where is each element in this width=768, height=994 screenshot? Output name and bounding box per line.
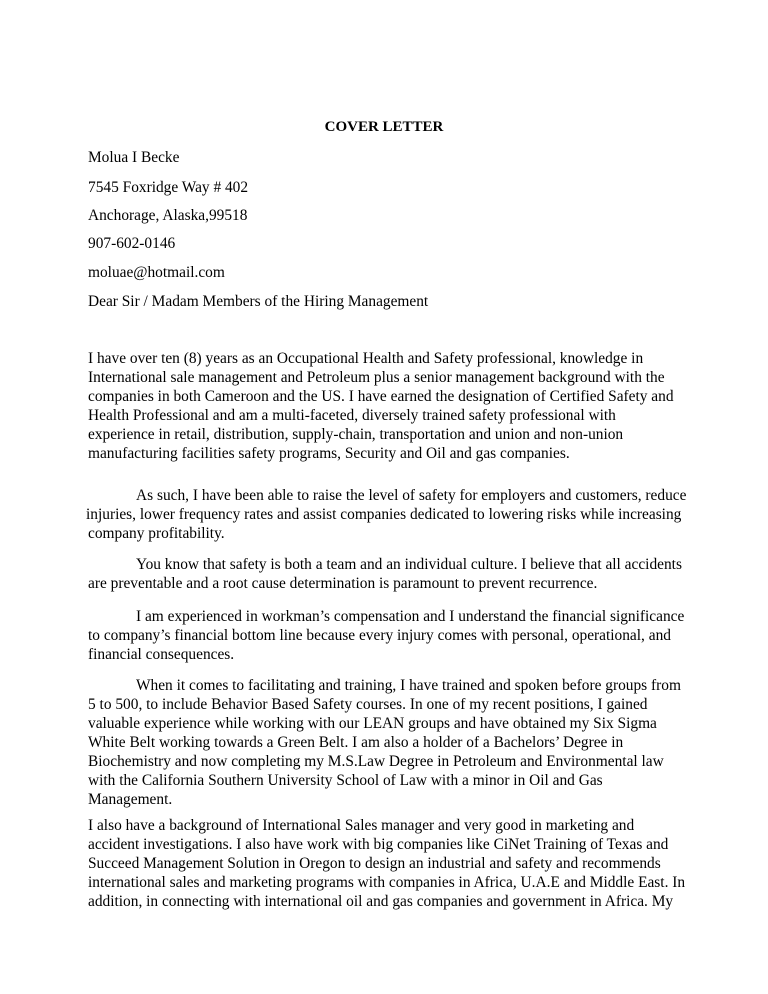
body-paragraph-1: [88, 349, 688, 463]
salutation: Dear Sir / Madam Members of the Hiring Management: [88, 293, 429, 310]
paragraph-line: International sale management and Petroleum plus a senior management background with the: [88, 369, 665, 386]
paragraph-line: companies in both Cameroon and the US. I have earned the designation of Certified Safety and: [88, 388, 674, 405]
paragraph-line: Succeed Management Solution in Oregon to design an industrial and safety and recommends: [88, 855, 661, 872]
paragraph-line: Health Professional and am a multi-faceted, diversely trained safety professional with: [88, 407, 616, 424]
body-paragraph-4: [88, 607, 688, 664]
letter-title: COVER LETTER: [324, 119, 444, 135]
paragraph-line: White Belt working towards a Green Belt. I am also a holder of a Bachelors’ Degree in: [88, 734, 624, 751]
paragraph-line: 5 to 500, to include Behavior Based Safety courses. In one of my recent positions, I gained: [88, 696, 648, 713]
sender-address: 7545 Foxridge Way # 402: [88, 179, 249, 196]
paragraph-line: Biochemistry and now completing my M.S.Law Degree in Petroleum and Environmental law: [88, 753, 664, 770]
paragraph-line: financial consequences.: [88, 646, 235, 663]
paragraph-line: injuries, lower frequency rates and assist companies dedicated to lowering risks while increasing: [86, 506, 682, 523]
paragraph-line: I am experienced in workman’s compensation and I understand the financial significance: [136, 608, 685, 625]
body-paragraph-5: [88, 676, 688, 809]
paragraph-line: with the California Southern University School of Law with a minor in Oil and Gas: [88, 772, 603, 789]
paragraph-line: valuable experience while working with our LEAN groups and have obtained my Six Sigma: [88, 715, 657, 732]
paragraph-line: I have over ten (8) years as an Occupational Health and Safety professional, knowledge in: [88, 350, 644, 367]
paragraph-line: addition, in connecting with international oil and gas companies and government in Africa. My: [88, 893, 674, 910]
sender-name: Molua I Becke: [88, 149, 180, 166]
paragraph-line: to company’s financial bottom line because every injury comes with personal, operational, and: [88, 627, 671, 644]
paragraph-line: Management.: [88, 791, 173, 808]
paragraph-line: You know that safety is both a team and an individual culture. I believe that all accidents: [136, 556, 682, 573]
paragraph-line: are preventable and a root cause determination is paramount to prevent recurrence.: [88, 575, 598, 592]
sender-city: Anchorage, Alaska,99518: [88, 207, 248, 224]
paragraph-line: experience in retail, distribution, supply-chain, transportation and union and non-union: [88, 426, 624, 443]
paragraph-line: When it comes to facilitating and training, I have trained and spoken before groups from: [136, 677, 681, 694]
body-paragraph-6: [88, 816, 688, 911]
paragraph-line: company profitability.: [88, 525, 225, 542]
body-paragraph-2: [88, 486, 688, 543]
paragraph-line: accident investigations. I also have work with big companies like CiNet Training of Texas and: [88, 836, 669, 853]
sender-phone: 907-602-0146: [88, 235, 176, 252]
paragraph-line: I also have a background of International Sales manager and very good in marketing and: [88, 817, 635, 834]
body-paragraph-3: [88, 555, 688, 593]
sender-email: moluae@hotmail.com: [88, 264, 225, 281]
paragraph-line: manufacturing facilities safety programs, Security and Oil and gas companies.: [88, 445, 570, 462]
paragraph-line: international sales and marketing programs with companies in Africa, U.A.E and Middle East. In: [88, 874, 686, 891]
paragraph-line: As such, I have been able to raise the level of safety for employers and customers, reduce: [136, 487, 687, 504]
